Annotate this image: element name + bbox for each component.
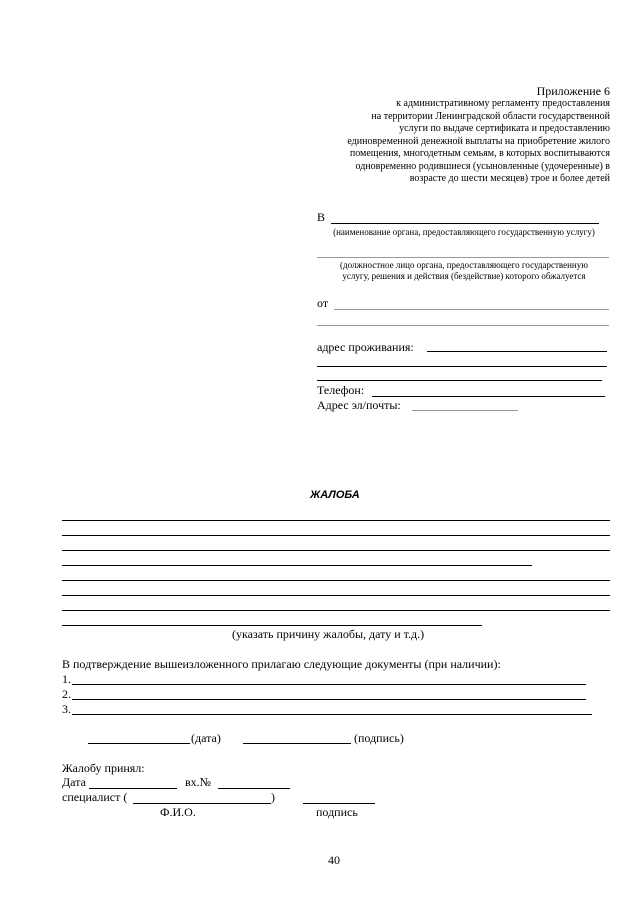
complaint-line[interactable] — [62, 595, 610, 596]
from-label: от — [317, 296, 329, 310]
date-label: (дата) — [191, 731, 221, 745]
appendix-line: помещения, многодетным семьям, в которых воспитываются — [349, 148, 610, 159]
accepted-date-label: Дата — [62, 775, 86, 789]
address-label: адрес проживания: — [317, 340, 414, 354]
appendix-line: единовременной денежной выплаты на приобретение жилого — [347, 135, 610, 147]
complaint-line[interactable] — [62, 520, 610, 521]
complaint-title: ЖАЛОБА — [310, 489, 360, 501]
appendix-line: к административному регламенту предоставления — [396, 98, 610, 109]
fio-caption: Ф.И.О. — [160, 805, 196, 819]
specialist-signature-field[interactable] — [303, 803, 375, 804]
appendix-line: одновременно родившиеся (усыновленные (удочеренные) в — [355, 160, 610, 172]
signature-field[interactable] — [243, 743, 351, 744]
document-item-field[interactable] — [72, 714, 592, 715]
reason-caption: (указать причину жалобы, дату и т.д.) — [232, 627, 425, 641]
to-label: В — [317, 210, 326, 224]
email-field[interactable] — [412, 410, 518, 411]
specialist-close-paren: ) — [271, 790, 275, 804]
document-item-number: 3. — [62, 702, 71, 716]
appendix-title: Приложение 6 — [536, 84, 610, 98]
appendix-line: услуги по выдаче сертификата и предоставлению — [399, 123, 610, 134]
official-caption-2: услугу, решения и действия (бездействие) которого обжалуется — [342, 271, 586, 281]
complaint-line[interactable] — [62, 610, 610, 611]
complaint-line[interactable] — [62, 550, 610, 551]
in-no-label: вх.№ — [185, 775, 212, 789]
complaint-line[interactable] — [62, 625, 482, 626]
address-field[interactable] — [427, 351, 607, 352]
accepted-title: Жалобу принял: — [62, 761, 145, 775]
document-item-number: 1. — [62, 672, 71, 686]
official-field[interactable] — [317, 257, 609, 258]
official-caption-1: (должностное лицо органа, предоставляющего государственную — [340, 260, 588, 270]
document-item-field[interactable] — [72, 699, 586, 700]
specialist-name-field[interactable] — [133, 803, 271, 804]
specialist-label: специалист ( — [62, 790, 128, 804]
email-label: Адрес эл/почты: — [317, 398, 401, 412]
appendix-line: на территории Ленинградской области государственной — [371, 110, 610, 122]
from-field[interactable] — [334, 309, 609, 310]
page-number: 40 — [328, 853, 340, 867]
appendix-text — [347, 98, 610, 186]
from-field-line-2[interactable] — [317, 325, 609, 326]
in-no-field[interactable] — [218, 788, 290, 789]
accepted-date-field[interactable] — [89, 788, 177, 789]
complaint-line[interactable] — [62, 535, 610, 536]
to-caption: (наименование органа, предоставляющего государственную услугу) — [333, 227, 595, 237]
documents-intro: В подтверждение вышеизложенного прилагаю следующие документы (при наличии): — [62, 657, 501, 671]
address-field-line-2[interactable] — [317, 366, 607, 367]
complaint-line[interactable] — [62, 580, 610, 581]
to-field[interactable] — [331, 223, 599, 224]
document-item-field[interactable] — [72, 684, 586, 685]
signature-label: (подпись) — [354, 731, 404, 745]
address-field-line-3[interactable] — [317, 380, 602, 381]
document-item-number: 2. — [62, 687, 71, 701]
complaint-line[interactable] — [62, 565, 532, 566]
signature-caption: подпись — [316, 805, 358, 819]
appendix-line: возрасте до шести месяцев) трое и более детей — [409, 173, 610, 184]
date-field[interactable] — [88, 743, 190, 744]
phone-label: Телефон: — [317, 383, 365, 397]
phone-field[interactable] — [372, 396, 605, 397]
